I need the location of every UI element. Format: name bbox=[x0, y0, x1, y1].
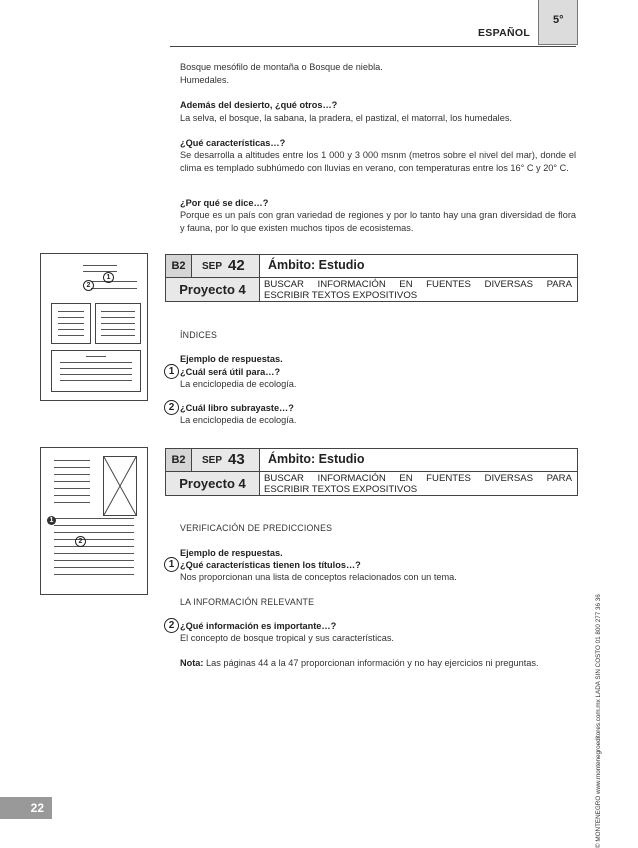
header-rule bbox=[170, 46, 576, 47]
question-42-1: ¿Cuál será útil para…? bbox=[180, 367, 281, 377]
question-43-1: ¿Qué características tienen los títulos…? bbox=[180, 560, 361, 570]
note bbox=[180, 657, 576, 670]
intro-answer-3: Porque es un país con gran variedad de regiones y por lo tanto hay una gran diversidad de flora y fauna, por lo que existen muchos tipos de ecosistemas. bbox=[180, 210, 576, 233]
intro-question-3: ¿Por qué se dice…? bbox=[180, 198, 269, 208]
project-label: Proyecto 4 bbox=[166, 472, 260, 495]
grade-label: 5° bbox=[553, 14, 564, 26]
intro-question-1: Además del desierto, ¿qué otros…? bbox=[180, 100, 338, 110]
sep-page-number: 43 bbox=[228, 451, 245, 468]
answer-43-2: El concepto de bosque tropical y sus características. bbox=[180, 633, 394, 643]
activity-header-42 bbox=[165, 254, 578, 302]
thumb-marker-1: 1 bbox=[103, 272, 114, 283]
section-title-informacion: LA INFORMACIÓN RELEVANTE bbox=[180, 597, 315, 607]
project-topic: BUSCAR INFORMACIÓN EN FUENTES DIVERSAS PARA ESCRIBIR TEXTOS EXPOSITIVOS bbox=[264, 279, 572, 301]
answer-42-1: La enciclopedia de ecología. bbox=[180, 379, 297, 389]
block-label: B2 bbox=[166, 449, 192, 471]
section-title-verificacion: VERIFICACIÓN DE PREDICCIONES bbox=[180, 523, 333, 533]
answer-43-1: Nos proporcionan una lista de conceptos relacionados con un tema. bbox=[180, 572, 457, 582]
thumb-marker-2: 2 bbox=[75, 536, 86, 547]
intro-question-2: ¿Qué características…? bbox=[180, 138, 286, 148]
thumb-marker-1: 1 bbox=[47, 516, 56, 525]
sep-page-number: 42 bbox=[228, 257, 245, 274]
ambito-label: Ámbito: Estudio bbox=[268, 452, 365, 466]
block-label: B2 bbox=[166, 255, 192, 277]
ambito-label: Ámbito: Estudio bbox=[268, 258, 365, 272]
question-number-2: 2 bbox=[164, 618, 179, 633]
page-thumbnail-42 bbox=[40, 253, 148, 401]
project-label: Proyecto 4 bbox=[166, 278, 260, 301]
intro-line-2: Humedales. bbox=[180, 75, 230, 85]
sep-label: SEP bbox=[202, 455, 223, 466]
note-label: Nota: bbox=[180, 658, 204, 668]
note-text: Las páginas 44 a la 47 proporcionan información y no hay ejercicios ni preguntas. bbox=[203, 658, 539, 668]
page-thumbnail-43 bbox=[40, 447, 148, 595]
image-placeholder-icon bbox=[103, 456, 137, 516]
thumb-marker-2: 2 bbox=[83, 280, 94, 291]
question-number-2: 2 bbox=[164, 400, 179, 415]
example-label-43: Ejemplo de respuestas. bbox=[180, 548, 283, 558]
sep-label: SEP bbox=[202, 261, 223, 272]
question-number-1: 1 bbox=[164, 557, 179, 572]
project-topic: BUSCAR INFORMACIÓN EN FUENTES DIVERSAS PARA ESCRIBIR TEXTOS EXPOSITIVOS bbox=[264, 473, 572, 495]
question-number-1: 1 bbox=[164, 364, 179, 379]
subject-label: ESPAÑOL bbox=[478, 27, 531, 39]
question-42-2: ¿Cuál libro subrayaste…? bbox=[180, 403, 294, 413]
answer-42-2: La enciclopedia de ecología. bbox=[180, 415, 297, 425]
sep-page-cell bbox=[192, 255, 260, 277]
copyright-vertical: © MONTENEGRO www.montenegroeditores.com.mx LADA SIN COSTO 01 800 277 36 36 bbox=[595, 594, 602, 848]
section-title-indices: ÍNDICES bbox=[180, 330, 218, 340]
intro-line-1: Bosque mesófilo de montaña o Bosque de niebla. bbox=[180, 62, 383, 72]
page-number: 22 bbox=[0, 797, 52, 819]
sep-page-cell bbox=[192, 449, 260, 471]
question-43-2: ¿Qué información es importante…? bbox=[180, 621, 337, 631]
intro-answer-1: La selva, el bosque, la sabana, la pradera, el pastizal, el matorral, los humedales. bbox=[180, 113, 512, 123]
example-label-42: Ejemplo de respuestas. bbox=[180, 354, 283, 364]
intro-answer-2: Se desarrolla a altitudes entre los 1 000 y 3 000 msnm (metros sobre el nivel del mar), donde el clima es templado subhúmedo con lluvias en verano, con temperaturas entre los 16° C y 20° C. bbox=[180, 150, 576, 173]
activity-header-43 bbox=[165, 448, 578, 496]
